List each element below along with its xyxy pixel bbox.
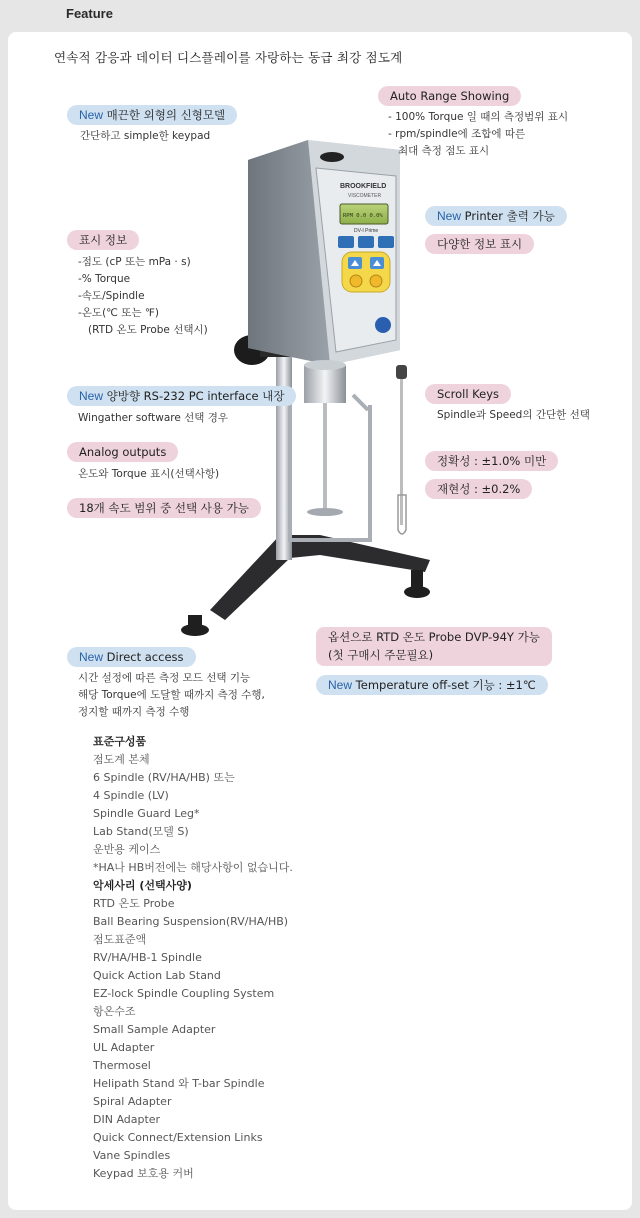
probe-badge bbox=[316, 627, 552, 666]
analog-label: Analog outputs bbox=[79, 445, 167, 459]
info-badge bbox=[425, 234, 534, 254]
new-tag: New bbox=[79, 650, 104, 664]
list-item: Quick Connect/Extension Links bbox=[93, 1131, 263, 1144]
design-badge bbox=[67, 105, 237, 125]
info-label: 다양한 정보 표시 bbox=[437, 237, 523, 251]
printer-label: Printer 출력 가능 bbox=[464, 209, 555, 223]
speeds-badge bbox=[67, 498, 261, 518]
auto-range-line: 최대 측정 점도 표시 bbox=[398, 145, 490, 157]
list-item: Ball Bearing Suspension(RV/HA/HB) bbox=[93, 915, 289, 928]
direct-access-desc bbox=[78, 670, 265, 721]
list-item: Quick Action Lab Stand bbox=[93, 969, 221, 982]
rs232-desc bbox=[78, 410, 228, 427]
direct-access-label: Direct access bbox=[106, 650, 184, 664]
list-item: DIN Adapter bbox=[93, 1113, 161, 1126]
list-heading: 악세사리 (선택사양) bbox=[93, 879, 192, 892]
list-item: RTD 온도 Probe bbox=[93, 897, 175, 910]
list-item: RV/HA/HB-1 Spindle bbox=[93, 951, 202, 964]
new-tag: New bbox=[437, 209, 462, 223]
scroll-keys-desc bbox=[437, 407, 590, 424]
standard-components-list bbox=[93, 733, 293, 877]
analog-desc-line: 온도와 Torque 표시(선택사항) bbox=[78, 468, 220, 480]
probe-label-2: (첫 구매시 주문필요) bbox=[328, 648, 434, 662]
list-item: Spiral Adapter bbox=[93, 1095, 172, 1108]
scroll-keys-line: Spindle과 Speed의 간단한 선택 bbox=[437, 409, 590, 421]
list-item: Vane Spindles bbox=[93, 1149, 171, 1162]
direct-access-line: 해당 Torque에 도달할 때까지 측정 수행, bbox=[78, 689, 265, 701]
rs232-desc-line: Wingather software 선택 경우 bbox=[78, 412, 229, 424]
direct-access-badge bbox=[67, 647, 196, 667]
list-item: Keypad 보호용 커버 bbox=[93, 1167, 194, 1180]
auto-range-badge bbox=[378, 86, 521, 106]
model-label: DV-I Prime bbox=[354, 228, 379, 234]
accessory-list bbox=[93, 877, 288, 1183]
display-info-line: -% Torque bbox=[78, 273, 131, 285]
display-info-line: -속도/Spindle bbox=[78, 290, 145, 302]
list-item: Spindle Guard Leg* bbox=[93, 807, 200, 820]
printer-badge bbox=[425, 206, 567, 226]
design-label: 매끈한 외형의 신형모델 bbox=[106, 108, 226, 122]
brand-label: BROOKFIELD bbox=[340, 183, 387, 190]
display-info-badge bbox=[67, 230, 139, 250]
analog-desc bbox=[78, 466, 219, 483]
list-item: *HA나 HB버전에는 해당사항이 없습니다. bbox=[93, 861, 293, 874]
design-desc bbox=[80, 128, 210, 145]
list-item: 항온수조 bbox=[93, 1005, 136, 1018]
scroll-keys-badge bbox=[425, 384, 511, 404]
speeds-label: 18개 속도 범위 중 선택 사용 가능 bbox=[79, 501, 249, 515]
list-item: Lab Stand(모델 S) bbox=[93, 825, 189, 838]
tagline: 연속적 감응과 데이터 디스플레이를 자랑하는 동급 최강 점도계 bbox=[54, 50, 403, 65]
header-bar bbox=[0, 0, 640, 30]
list-item: 점도계 본체 bbox=[93, 753, 150, 766]
display-info-line: -온도(℃ 또는 ℉) bbox=[78, 307, 160, 319]
analog-badge bbox=[67, 442, 178, 462]
page-title: Feature bbox=[66, 6, 113, 21]
list-item: Small Sample Adapter bbox=[93, 1023, 216, 1036]
display-info-line: -점도 (cP 또는 mPa · s) bbox=[78, 256, 191, 268]
list-item: 운반용 케이스 bbox=[93, 843, 161, 856]
new-tag: New bbox=[79, 108, 104, 122]
display-info-desc bbox=[78, 254, 208, 339]
list-item: EZ-lock Spindle Coupling System bbox=[93, 987, 275, 1000]
direct-access-line: 시간 설정에 따른 측정 모드 선택 기능 bbox=[78, 672, 251, 684]
direct-access-line: 정지할 때까지 측정 수행 bbox=[78, 706, 190, 718]
design-desc-line: 간단하고 simple한 keypad bbox=[80, 130, 211, 142]
brand-sub-label: VISCOMETER bbox=[348, 193, 382, 199]
display-info-line: (RTD 온도 Probe 선택시) bbox=[88, 324, 208, 336]
accuracy-label: 정확성 : ±1.0% 미만 bbox=[437, 454, 547, 468]
list-item: Thermosel bbox=[93, 1059, 151, 1072]
auto-range-line: - rpm/spindle에 조합에 따른 bbox=[388, 128, 526, 140]
rs232-badge bbox=[67, 386, 296, 406]
display-info-label: 표시 정보 bbox=[79, 233, 128, 247]
temp-offset-badge bbox=[316, 675, 548, 695]
accuracy-badge bbox=[425, 451, 558, 471]
new-tag: New bbox=[328, 678, 353, 692]
list-item: UL Adapter bbox=[93, 1041, 155, 1054]
scroll-keys-label: Scroll Keys bbox=[437, 387, 500, 401]
probe-label-1: 옵션으로 RTD 온도 Probe DVP-94Y 가능 bbox=[328, 630, 540, 644]
repeatability-label: 재현성 : ±0.2% bbox=[437, 482, 521, 496]
rs232-label: 양방향 RS-232 PC interface 내장 bbox=[106, 389, 285, 403]
lcd-readout: RPM 0.0 0.0% bbox=[343, 213, 383, 219]
list-heading: 표준구성품 bbox=[93, 735, 147, 748]
list-item: 점도표준액 bbox=[93, 933, 147, 946]
auto-range-line: - 100% Torque 일 때의 측정범위 표시 bbox=[388, 111, 569, 123]
list-item: 6 Spindle (RV/HA/HB) 또는 bbox=[93, 771, 235, 784]
list-item: Helipath Stand 와 T-bar Spindle bbox=[93, 1077, 265, 1090]
new-tag: New bbox=[79, 389, 104, 403]
auto-range-label: Auto Range Showing bbox=[390, 89, 510, 103]
auto-range-desc bbox=[388, 109, 568, 160]
repeatability-badge bbox=[425, 479, 532, 499]
list-item: 4 Spindle (LV) bbox=[93, 789, 169, 802]
temp-offset-label: Temperature off-set 기능 : ±1℃ bbox=[355, 678, 536, 692]
